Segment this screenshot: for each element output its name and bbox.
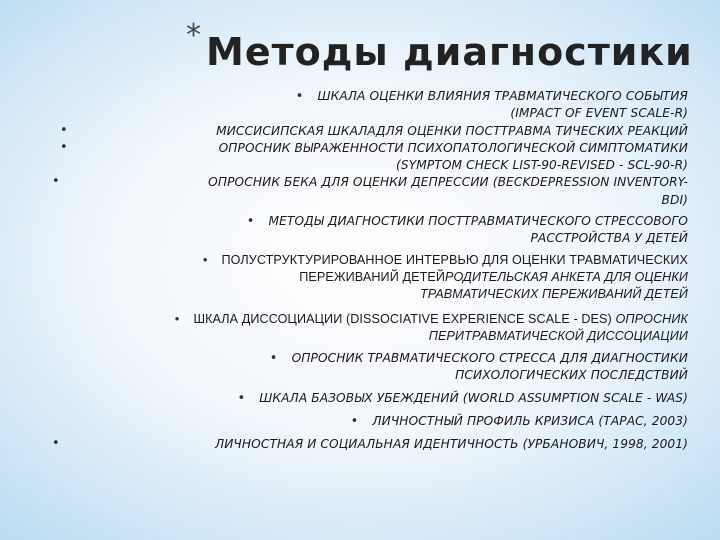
list-item-text: МЕТОДЫ ДИАГНОСТИКИ ПОСТТРАВМАТИЧЕСКОГО СТРЕССОВОГО <box>268 214 688 229</box>
list-item-text: ЛИЧНОСТНАЯ И СОЦИАЛЬНАЯ ИДЕНТИЧНОСТЬ (УРБАНОВИЧ, 1998, 2001) <box>214 437 688 452</box>
list-item-text: ШКАЛА БАЗОВЫХ УБЕЖДЕНИЙ (WORLD ASSUMPTION SCALE - WAS) <box>259 390 688 405</box>
list-item <box>60 310 688 346</box>
page-title: Методы диагностики <box>206 30 693 74</box>
bullet-icon: • <box>237 390 246 406</box>
list-item <box>52 174 688 209</box>
list-item <box>60 213 688 248</box>
list-item-text: ПЕРЕЖИВАНИЙ ДЕТЕЙ <box>299 269 446 284</box>
bullet-icon: • <box>60 122 68 138</box>
list-item-text: ОПРОСНИК <box>615 311 688 326</box>
bullet-icon: • <box>174 310 180 326</box>
list-item-text: ШКАЛА ОЦЕНКИ ВЛИЯНИЯ ТРАВМАТИЧЕСКОГО СОБЫТИЯ <box>317 89 688 103</box>
bullet-icon: • <box>60 139 68 155</box>
bullet-icon: • <box>52 436 60 452</box>
list-item-text: ТРАВМАТИЧЕСКИХ ПЕРЕЖИВАНИЙ ДЕТЕЙ <box>420 287 688 302</box>
list-item-text: РОДИТЕЛЬСКАЯ АНКЕТА ДЛЯ ОЦЕНКИ <box>445 269 688 284</box>
list-item-text: (SYMPTOM CHECK LIST-90-REVISED - SCL-90-R) <box>396 158 688 173</box>
list-item <box>52 436 688 453</box>
list-item-text: ОПРОСНИК БЕКА ДЛЯ ОЦЕНКИ ДЕПРЕССИИ (BECKDEPRESSION INVENTORY- <box>208 175 688 190</box>
list-item <box>60 140 688 175</box>
list-item <box>60 123 688 140</box>
list-item <box>60 251 688 304</box>
list-item-text: ОПРОСНИК ВЫРАЖЕННОСТИ ПСИХОПАТОЛОГИЧЕСКОЙ СИМПТОМАТИКИ <box>218 140 688 155</box>
bullet-icon: • <box>202 251 208 267</box>
list-item <box>60 88 688 123</box>
list-item-text: ПОЛУСТРУКТУРИРОВАННОЕ ИНТЕРВЬЮ ДЛЯ ОЦЕНКИ ТРАВМАТИЧЕСКИХ <box>221 252 688 267</box>
list-item-text: ЛИЧНОСТНЫЙ ПРОФИЛЬ КРИЗИСА (ТАРАС, 2003) <box>372 414 688 429</box>
list-item <box>60 350 688 385</box>
methods-list <box>52 88 688 454</box>
bullet-icon: • <box>350 414 359 430</box>
list-item-text: ШКАЛА ДИССОЦИАЦИИ (DISSOCIATIVE EXPERIENCE SCALE - DES) <box>193 311 612 326</box>
bullet-icon: • <box>246 214 255 230</box>
list-item-text: МИССИСИПСКАЯ ШКАЛАДЛЯ ОЦЕНКИ ПОСТТРАВМА ТИЧЕСКИХ РЕАКЦИЙ <box>216 123 688 138</box>
list-item <box>60 413 688 430</box>
bullet-icon: • <box>295 89 304 104</box>
bullet-icon: • <box>269 351 278 367</box>
list-item-text: ПСИХОЛОГИЧЕСКИХ ПОСЛЕДСТВИЙ <box>455 368 688 383</box>
bullet-icon: • <box>52 174 60 190</box>
list-item-text: ПЕРИТРАВМАТИЧЕСКОЙ ДИССОЦИАЦИИ <box>428 328 688 343</box>
title-bullet: * <box>186 18 201 53</box>
list-item-text: BDI) <box>661 192 688 207</box>
list-item-text: ОПРОСНИК ТРАВМАТИЧЕСКОГО СТРЕССА ДЛЯ ДИАГНОСТИКИ <box>291 351 688 366</box>
list-item-text: РАССТРОЙСТВА У ДЕТЕЙ <box>530 231 688 246</box>
list-item <box>60 390 688 407</box>
list-item-text: (IMPACT OF EVENT SCALE-R) <box>510 106 688 121</box>
